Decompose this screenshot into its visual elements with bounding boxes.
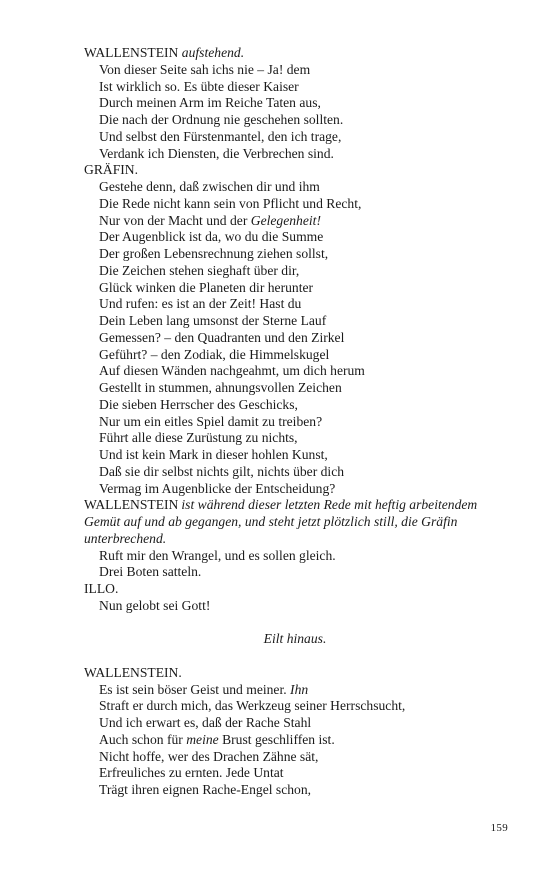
verse-line: Die Zeichen stehen sieghaft über dir, [99,262,300,278]
verse-line: Straft er durch mich, das Werkzeug seiner Herrschsucht, [99,698,406,714]
verse-line: Die sieben Herrscher des Geschicks, [99,396,298,412]
verse-line: Glück winken die Planeten dir herunter [99,279,314,295]
verse-line: Und ist kein Mark in dieser hohlen Kunst, [99,447,328,462]
page-number: 159 [490,822,508,834]
verse-line: Die Rede nicht kann sein von Pflicht und Recht, [99,195,362,211]
verse-line: Und rufen: es ist an der Zeit! Hast du [99,296,302,312]
play-text [84,45,514,799]
verse-text: Brust geschliffen ist. [218,731,335,747]
verse-line: Durch meinen Arm im Reiche Taten aus, [99,95,321,111]
verse-line: Daß sie dir selbst nichts gilt, nichts über dich [99,463,345,479]
emphasized-word: Gelegenheit! [250,212,321,228]
verse-line [84,682,514,699]
verse-line: Auf diesen Wänden nachgeahmt, um dich herum [99,363,365,379]
verse-line: Gemessen? – den Quadranten und den Zirkel [99,329,345,345]
verse-line: Erfreuliches zu ernten. Jede Untat [99,765,284,781]
speech-heading [84,45,514,62]
verse-line: Drei Boten satteln. [99,564,202,580]
stage-direction: aufstehend. [181,45,245,60]
stage-direction: ist während dieser letzten Rede mit heftig arbeitendem Gemüt auf und ab gegangen, und steht jetzt plötzlich still, die Gräfin unterbrechend. [84,497,478,546]
speaker-name: WALLENSTEIN. [84,664,182,680]
verse-line: Gestellt in stummen, ahnungsvollen Zeichen [99,380,342,395]
verse-line [84,213,514,230]
verse-line: Nun gelobt sei Gott! [99,597,211,613]
verse-line: Und selbst den Fürstenmantel, den ich trage, [99,128,342,144]
speaker-name: WALLENSTEIN [84,45,179,60]
verse-line: Nur um ein eitles Spiel damit zu treiben? [99,413,323,429]
verse-line: Gestehe denn, daß zwischen dir und ihm [99,179,320,194]
verse-line: Trägt ihren eignen Rache-Engel schon, [99,782,312,797]
verse-line: Verdank ich Diensten, die Verbrechen sind. [99,145,334,161]
verse-line: Die nach der Ordnung nie geschehen sollten. [99,112,344,127]
verse-line: Nicht hoffe, wer des Drachen Zähne sät, [99,748,319,764]
stage-direction-paragraph [84,497,510,547]
verse-line: Der großen Lebensrechnung ziehen sollst, [99,246,329,261]
speaker-name: WALLENSTEIN [84,497,179,513]
verse-text: Auch schon für [99,731,187,747]
speaker-name: ILLO. [84,581,119,596]
verse-text: Nur von der Macht und der [99,212,251,228]
exit-direction: Eilt hinaus. [263,631,327,647]
verse-line: Ist wirklich so. Es übte dieser Kaiser [99,78,299,94]
speaker-name: GRÄFIN. [84,162,139,178]
verse-line: Geführt? – den Zodiak, die Himmelskugel [99,346,330,362]
verse-line: Von dieser Seite sah ichs nie – Ja! dem [99,61,311,77]
verse-line: Ruft mir den Wrangel, und es sollen gleich. [99,547,336,563]
verse-line: Führt alle diese Zurüstung zu nichts, [99,430,298,446]
emphasized-word: Ihn [290,681,309,697]
verse-line: Dein Leben lang umsonst der Sterne Lauf [99,313,327,328]
emphasized-word: meine [186,731,219,747]
verse-line [84,732,514,749]
verse-line: Der Augenblick ist da, wo du die Summe [99,229,324,245]
verse-line: Vermag im Augenblicke der Entscheidung? [99,480,336,496]
verse-line: Und ich erwart es, daß der Rache Stahl [99,715,312,730]
verse-text: Es ist sein böser Geist und meiner. [99,681,291,697]
